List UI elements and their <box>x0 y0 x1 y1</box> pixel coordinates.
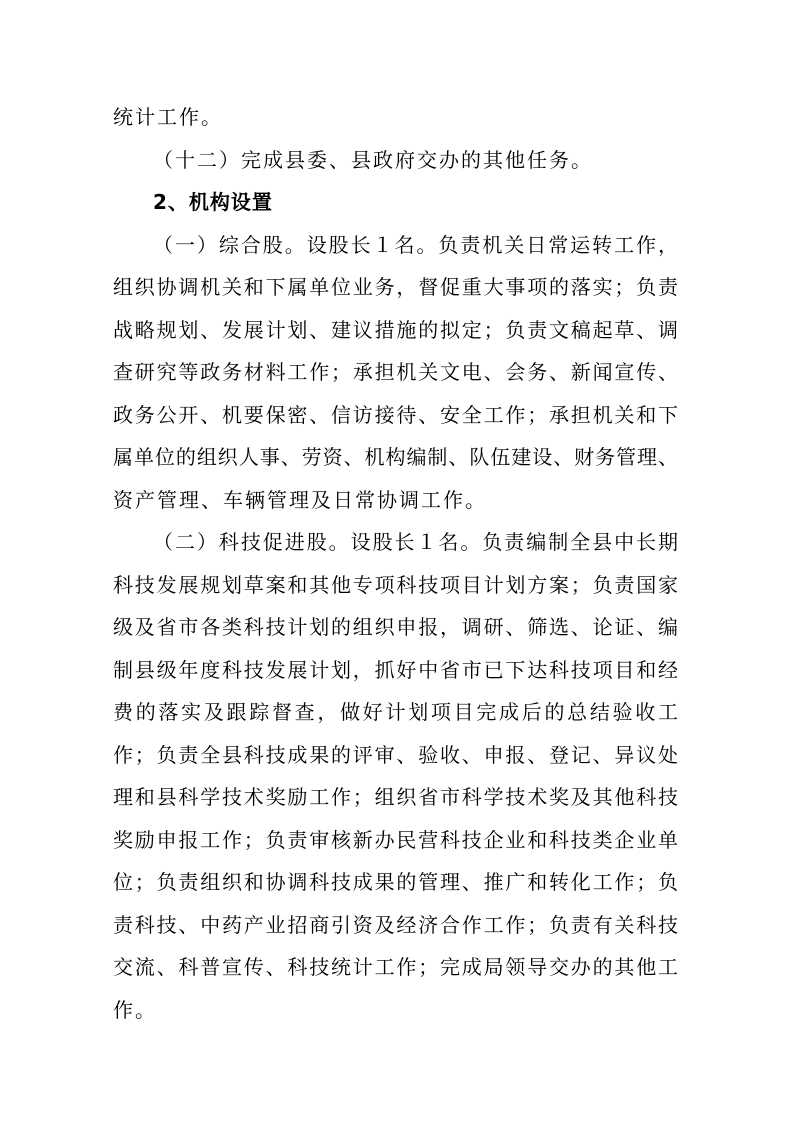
paragraph-line: 理和县科学技术奖励工作；组织省市科学技术奖及其他科技 <box>113 785 678 809</box>
paragraph-line: 交流、科普宣传、科技统计工作；完成局领导交办的其他工 <box>113 955 678 979</box>
paragraph-line: （一）综合股。设股长１名。负责机关日常运转工作， <box>153 232 678 257</box>
body-line: （十二）完成县委、县政府交办的其他任务。 <box>153 147 593 172</box>
paragraph-line: 位；负责组织和协调科技成果的管理、推广和转化工作；负 <box>113 870 678 894</box>
document-page <box>113 96 678 1031</box>
paragraph-line: 费的落实及跟踪督查，做好计划项目完成后的总结验收工 <box>113 700 678 724</box>
paragraph-line: （二）科技促进股。设股长１名。负责编制全县中长期 <box>153 530 678 554</box>
paragraph-line: 组织协调机关和下属单位业务，督促重大事项的落实；负责 <box>113 275 678 299</box>
paragraph-line: 作；负责全县科技成果的评审、验收、申报、登记、异议处 <box>113 742 678 767</box>
paragraph-line: 战略规划、发展计划、建议措施的拟定；负责文稿起草、调 <box>113 317 678 342</box>
section-heading: 2、机构设置 <box>153 190 273 214</box>
paragraph-line: 奖励申报工作；负责审核新办民营科技企业和科技类企业单 <box>113 827 678 852</box>
paragraph-line: 属单位的组织人事、劳资、机构编制、队伍建设、财务管理、 <box>113 445 678 469</box>
paragraph-line: 查研究等政务材料工作；承担机关文电、会务、新闻宣传、 <box>113 360 678 384</box>
body-line: 统计工作。 <box>113 105 223 129</box>
paragraph-line: 级及省市各类科技计划的组织申报，调研、筛选、论证、编 <box>113 615 678 639</box>
paragraph-line: 科技发展规划草案和其他专项科技项目计划方案；负责国家 <box>113 572 678 597</box>
paragraph-line: 责科技、中药产业招商引资及经济合作工作；负责有关科技 <box>113 912 678 937</box>
paragraph-line: 政务公开、机要保密、信访接待、安全工作；承担机关和下 <box>113 402 678 427</box>
paragraph-line: 作。 <box>113 997 157 1022</box>
paragraph-line: 资产管理、车辆管理及日常协调工作。 <box>113 487 487 512</box>
paragraph-line: 制县级年度科技发展计划，抓好中省市已下达科技项目和经 <box>113 657 678 682</box>
